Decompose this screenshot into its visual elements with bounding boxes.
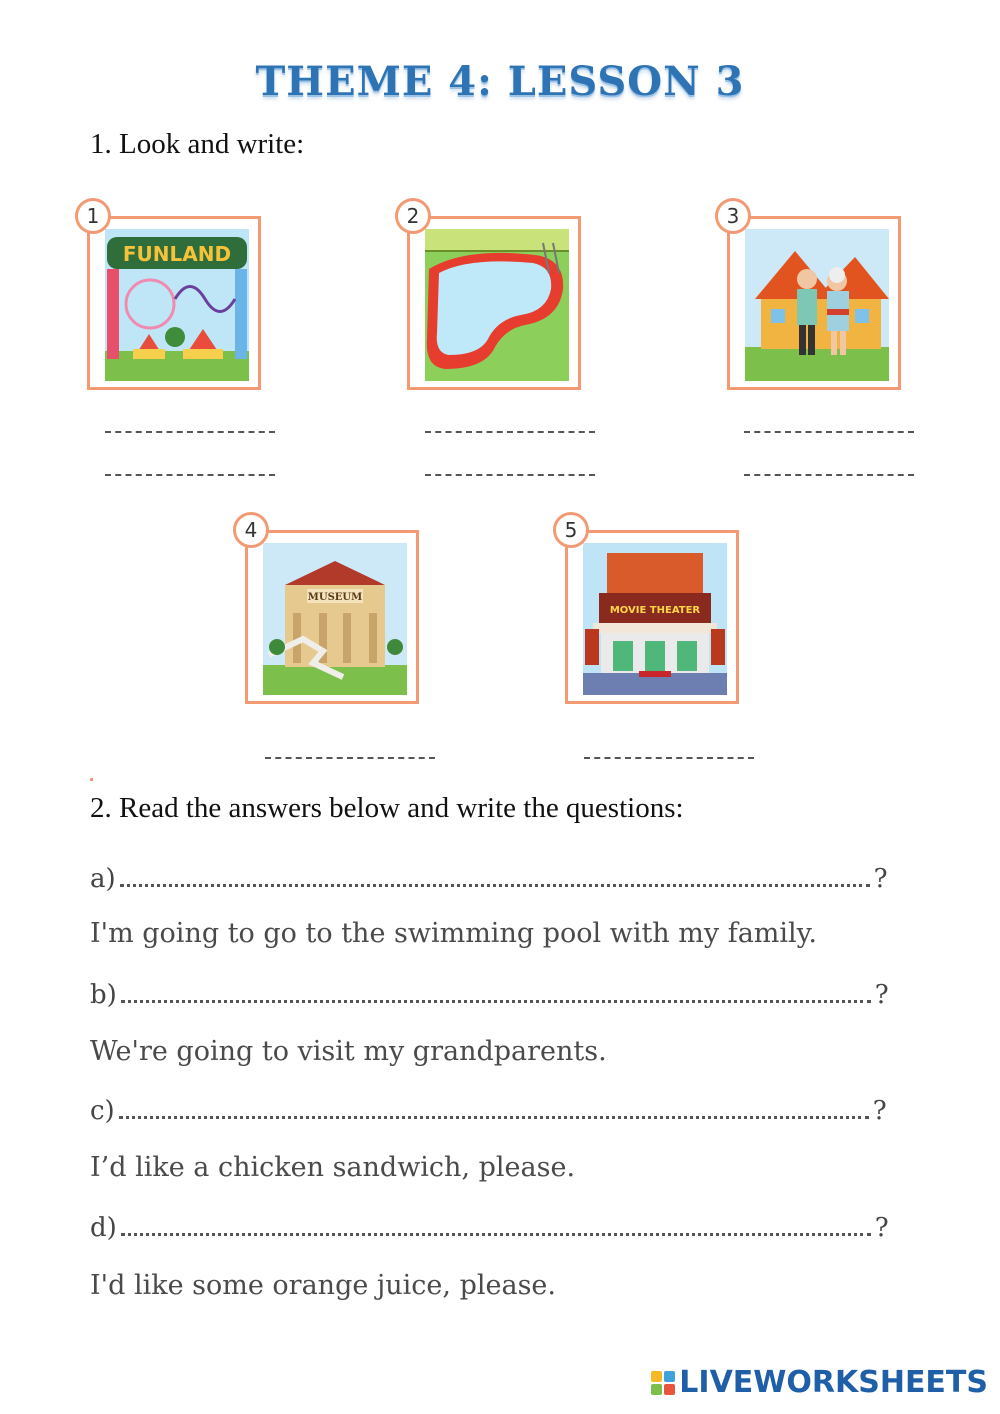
funland-picture: [105, 229, 249, 381]
picture-card-1: [75, 198, 255, 378]
picture-frame-2: [407, 216, 581, 390]
answer-text-d: I'd like some orange juice, please.: [90, 1270, 556, 1301]
movie-theater-sign: MOVIE THEATER: [609, 605, 701, 616]
question-label-b: b): [90, 980, 117, 1010]
question-label-d: d): [90, 1213, 117, 1243]
picture-frame-5: [565, 530, 739, 704]
answer-blank-5[interactable]: [584, 757, 754, 759]
liveworksheets-icon: [651, 1371, 675, 1395]
question-mark-b: ?: [874, 980, 889, 1010]
brand-name: LIVEWORKSHEETS: [679, 1365, 988, 1400]
movie-theater-picture: [583, 543, 727, 695]
picture-frame-1: [87, 216, 261, 390]
answer-blank-3b[interactable]: [744, 474, 914, 476]
question-line-b: [90, 980, 889, 1010]
picture-frame-3: [727, 216, 901, 390]
picture-frame-4: [245, 530, 419, 704]
section2-heading: 2. Read the answers below and write the questions:: [90, 792, 684, 824]
question-mark-d: ?: [874, 1213, 889, 1243]
question-mark-c: ?: [872, 1096, 887, 1126]
question-line-a: [90, 864, 888, 894]
section1-heading: 1. Look and write:: [90, 128, 305, 160]
question-input-d[interactable]: [121, 1215, 871, 1236]
picture-number-1: 1: [75, 198, 111, 234]
answer-text-c: I’d like a chicken sandwich, please.: [90, 1152, 576, 1183]
answer-blank-4[interactable]: [265, 757, 435, 759]
picture-number-2: 2: [395, 198, 431, 234]
picture-card-4: [233, 512, 413, 692]
picture-number-4: 4: [233, 512, 269, 548]
answer-blank-2b[interactable]: [425, 474, 595, 476]
question-input-a[interactable]: [120, 866, 870, 887]
answer-blank-2a[interactable]: [425, 431, 595, 433]
answer-text-b: We're going to visit my grandparents.: [90, 1036, 607, 1067]
question-line-c: [90, 1096, 887, 1126]
question-input-c[interactable]: [119, 1098, 869, 1119]
funland-sign: FUNLAND: [122, 242, 232, 266]
question-input-b[interactable]: [121, 982, 871, 1003]
answer-text-a: I'm going to go to the swimming pool with my family.: [90, 918, 817, 949]
grandparents-picture: [745, 229, 889, 381]
question-line-d: [90, 1213, 889, 1243]
museum-picture: [263, 543, 407, 695]
stray-dot: [90, 778, 93, 781]
page-title: THEME 4: LESSON 3: [255, 58, 745, 105]
answer-blank-1b[interactable]: [105, 474, 275, 476]
picture-card-3: [715, 198, 895, 378]
picture-card-5: [553, 512, 733, 692]
museum-sign: MUSEUM: [307, 592, 363, 603]
question-label-c: c): [90, 1096, 115, 1126]
picture-card-2: [395, 198, 575, 378]
picture-number-3: 3: [715, 198, 751, 234]
swimming-pool-picture: [425, 229, 569, 381]
question-mark-a: ?: [873, 864, 888, 894]
answer-blank-1a[interactable]: [105, 431, 275, 433]
liveworksheets-logo[interactable]: [651, 1365, 988, 1400]
picture-number-5: 5: [553, 512, 589, 548]
answer-blank-3a[interactable]: [744, 431, 914, 433]
question-label-a: a): [90, 864, 116, 894]
